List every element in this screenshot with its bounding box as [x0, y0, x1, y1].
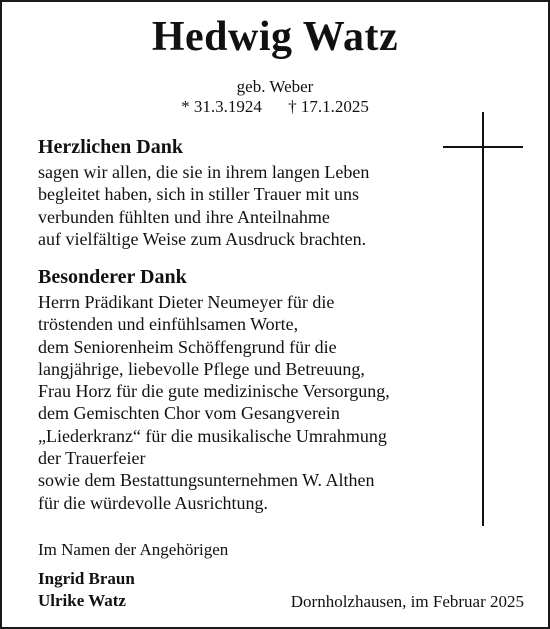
signer-name: Ingrid Braun: [38, 569, 135, 588]
place-date: Dornholzhausen, im Februar 2025: [290, 592, 524, 611]
special-thanks-line: für die würdevolle Ausrichtung.: [38, 492, 268, 513]
special-thanks-line: tröstenden und einfühlsamen Worte,: [38, 314, 299, 335]
special-thanks-line: der Trauerfeier: [38, 448, 146, 469]
thanks-line: begleitet haben, sich in stiller Trauer mit uns: [38, 184, 359, 205]
special-thanks-line: „Liederkranz“ für die musikalische Umrahmung: [38, 425, 387, 446]
special-thanks-line: dem Seniorenheim Schöffengrund für die: [38, 336, 337, 357]
cross-icon: [443, 112, 523, 526]
thanks-heading: Herzlichen Dank: [38, 136, 183, 158]
death-date: † 17.1.2025: [288, 97, 369, 116]
thanks-text: [38, 161, 458, 250]
special-thanks-line: dem Gemischten Chor vom Gesangverein: [38, 403, 340, 424]
special-thanks-line: langjährige, liebevolle Pflege und Betreuung,: [38, 358, 365, 379]
thanks-line: auf vielfältige Weise zum Ausdruck brachten.: [38, 228, 367, 249]
special-thanks-heading: Besonderer Dank: [38, 266, 187, 288]
special-thanks-line: sowie dem Bestattungsunternehmen W. Althen: [38, 470, 375, 491]
special-thanks-line: Herrn Prädikant Dieter Neumeyer für die: [38, 292, 335, 312]
maiden-name: geb. Weber: [236, 77, 314, 96]
family-intro: Im Namen der Angehörigen: [38, 540, 229, 559]
cross-vertical-bar: [482, 112, 484, 526]
cross-horizontal-bar: [443, 146, 523, 148]
deceased-name: Hedwig Watz: [151, 14, 399, 60]
thanks-line: sagen wir allen, die sie in ihrem langen Leben: [38, 162, 370, 182]
special-thanks-text: [38, 291, 458, 514]
thanks-line: verbunden fühlten und ihre Anteilnahme: [38, 206, 330, 227]
special-thanks-line: Frau Horz für die gute medizinische Versorgung,: [38, 381, 390, 402]
signer-name: Ulrike Watz: [38, 591, 126, 610]
birth-date: * 31.3.1924: [181, 97, 262, 116]
